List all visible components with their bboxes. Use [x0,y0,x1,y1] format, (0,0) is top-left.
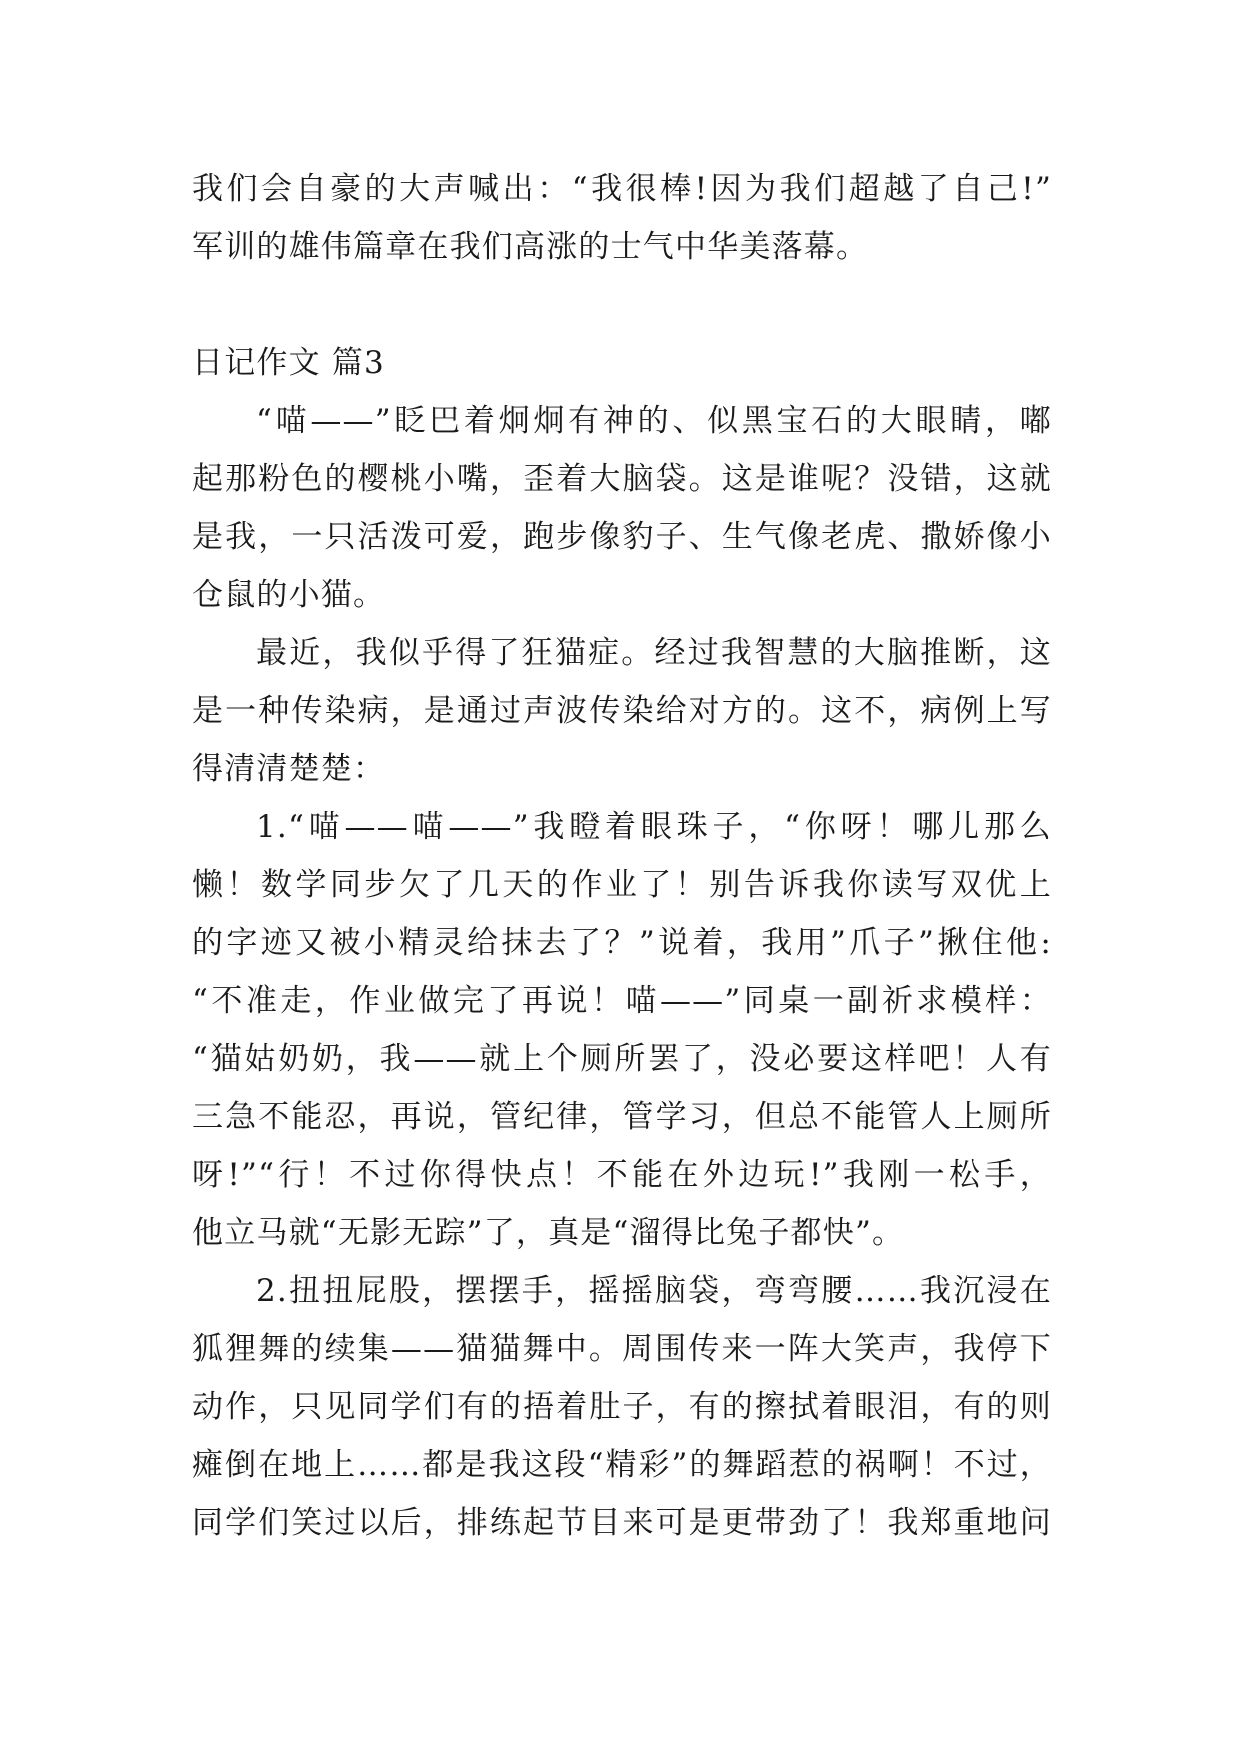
paragraph [192,1262,1052,1552]
paragraph-line: 起那粉色的樱桃小嘴，歪着大脑袋。这是谁呢？没错，这就 [192,461,1052,497]
paragraph-line: 动作，只见同学们有的捂着肚子，有的擦拭着眼泪，有的则 [192,1389,1052,1425]
paragraph-line: “猫姑奶奶，我——就上个厕所罢了，没必要这样吧！人有 [192,1041,1052,1077]
paragraph-line: 得清清楚楚： [192,751,386,787]
paragraph-line: 懒！数学同步欠了几天的作业了！别告诉我你读写双优上 [192,867,1052,903]
paragraph-line: 瘫倒在地上……都是我这段“精彩”的舞蹈惹的祸啊！不过， [192,1447,1052,1483]
paragraph [192,798,1052,1262]
paragraph-line: 三急不能忍，再说，管纪律，管学习，但总不能管人上厕所 [192,1099,1052,1135]
paragraph [192,624,1052,798]
paragraph-line: 同学们笑过以后，排练起节目来可是更带劲了！我郑重地问 [192,1505,1052,1541]
paragraph-line: 的字迹又被小精灵给抹去了？”说着，我用”爪子”揪住他: [192,925,1052,961]
paragraph-line: 是一种传染病，是通过声波传染给对方的。这不，病例上写 [192,693,1052,729]
paragraph-line: 最近，我似乎得了狂猫症。经过我智慧的大脑推断，这 [256,635,1052,671]
document-page [192,160,1052,1552]
paragraph-line: 他立马就“无影无踪”了，真是“溜得比兔子都快”。 [192,1215,905,1251]
section-gap [192,276,1052,334]
paragraph-line: 1.“喵——喵——”我瞪着眼珠子，“你呀！哪儿那么 [256,809,1052,845]
paragraph-line: 呀!”“行！不过你得快点！不能在外边玩!”我刚一松手， [192,1157,1052,1193]
paragraph [192,392,1052,624]
paragraph-line: “不准走，作业做完了再说！喵——”同桌一副祈求模样： [192,983,1052,1019]
intro-line: 军训的雄伟篇章在我们高涨的士气中华美落幕。 [192,229,869,265]
paragraph-line: 狐狸舞的续集——猫猫舞中。周围传来一阵大笑声，我停下 [192,1331,1052,1367]
section-title: 日记作文 篇3 [192,345,385,381]
intro-line: 我们会自豪的大声喊出：“我很棒!因为我们超越了自己!” [192,171,1052,207]
paragraph-line: 是我，一只活泼可爱，跑步像豹子、生气像老虎、撒娇像小 [192,519,1052,555]
paragraph-line: 仓鼠的小猫。 [192,577,386,613]
paragraph-line: 2.扭扭屁股，摆摆手，摇摇脑袋，弯弯腰……我沉浸在 [256,1273,1052,1309]
paragraph-line: “喵——”眨巴着炯炯有神的、似黑宝石的大眼睛，嘟 [256,403,1052,439]
